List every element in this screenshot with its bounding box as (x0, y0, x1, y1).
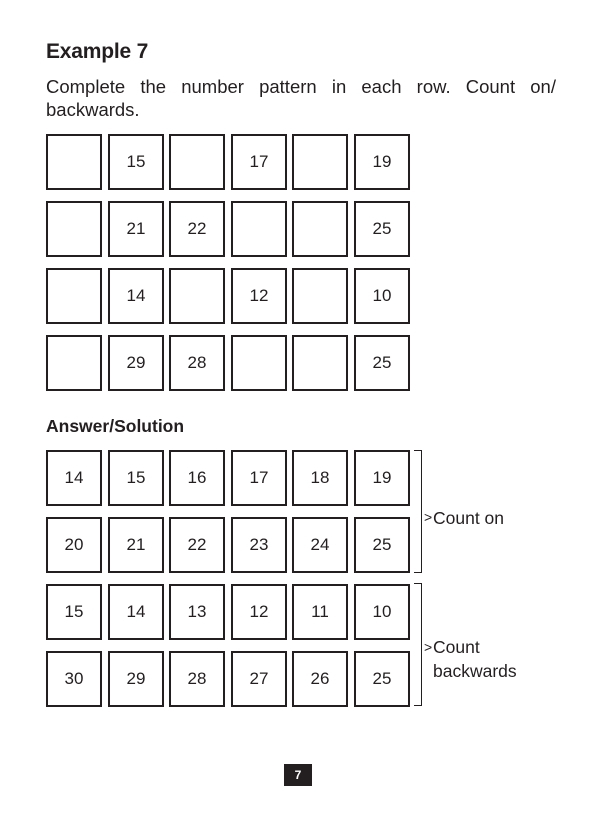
count-backwards-label-line2: backwards (433, 661, 517, 681)
answer-cell: 11 (292, 584, 348, 640)
count-backwards-label-line1: Count (433, 637, 480, 657)
question-cell[interactable] (292, 268, 348, 324)
answer-cell: 29 (108, 651, 164, 707)
answer-cell: 28 (169, 651, 225, 707)
answer-cell: 21 (108, 517, 164, 573)
answer-cell: 17 (231, 450, 287, 506)
question-cell[interactable] (169, 268, 225, 324)
answer-cell: 14 (108, 584, 164, 640)
count-on-bracket (414, 450, 422, 573)
answer-row (46, 584, 410, 640)
question-cell: 29 (108, 335, 164, 391)
answer-row (46, 651, 410, 707)
answer-cell: 27 (231, 651, 287, 707)
answer-cell: 15 (108, 450, 164, 506)
question-cell: 25 (354, 335, 410, 391)
question-cell[interactable] (292, 335, 348, 391)
question-cell[interactable] (46, 134, 102, 190)
answer-heading: Answer/Solution (46, 416, 185, 436)
answer-cell: 10 (354, 584, 410, 640)
question-cell: 14 (108, 268, 164, 324)
question-cell[interactable] (169, 134, 225, 190)
answer-cell: 30 (46, 651, 102, 707)
question-cell: 17 (231, 134, 287, 190)
page-number: 7 (284, 764, 312, 786)
question-cell[interactable] (46, 335, 102, 391)
answer-cell: 16 (169, 450, 225, 506)
question-cell[interactable] (46, 201, 102, 257)
instructions-text: Complete the number pattern in each row. Count on/ backwards. (46, 76, 556, 120)
answer-cell: 18 (292, 450, 348, 506)
question-cell[interactable] (46, 268, 102, 324)
count-on-pointer-icon: > (424, 509, 433, 525)
count-backwards-bracket (414, 583, 422, 706)
question-cell: 25 (354, 201, 410, 257)
question-row (46, 335, 410, 391)
answer-cell: 22 (169, 517, 225, 573)
question-cell: 28 (169, 335, 225, 391)
question-cell: 22 (169, 201, 225, 257)
question-row (46, 134, 410, 190)
answer-cell: 20 (46, 517, 102, 573)
question-cell: 15 (108, 134, 164, 190)
question-cell[interactable] (231, 335, 287, 391)
question-row (46, 268, 410, 324)
question-cell[interactable] (292, 201, 348, 257)
question-cell: 10 (354, 268, 410, 324)
count-on-label: Count on (433, 508, 505, 528)
question-cell: 12 (231, 268, 287, 324)
answer-cell: 19 (354, 450, 410, 506)
count-backwards-pointer-icon: > (424, 639, 433, 655)
example-title: Example 7 (46, 40, 149, 63)
answer-row (46, 450, 410, 506)
answer-cell: 25 (354, 517, 410, 573)
answer-cell: 24 (292, 517, 348, 573)
question-cell: 21 (108, 201, 164, 257)
answer-cell: 13 (169, 584, 225, 640)
answer-cell: 14 (46, 450, 102, 506)
question-cell: 19 (354, 134, 410, 190)
answer-cell: 12 (231, 584, 287, 640)
answer-cell: 26 (292, 651, 348, 707)
question-row (46, 201, 410, 257)
answer-row (46, 517, 410, 573)
answer-cell: 25 (354, 651, 410, 707)
question-cell[interactable] (231, 201, 287, 257)
answer-cell: 15 (46, 584, 102, 640)
question-cell[interactable] (292, 134, 348, 190)
answer-cell: 23 (231, 517, 287, 573)
